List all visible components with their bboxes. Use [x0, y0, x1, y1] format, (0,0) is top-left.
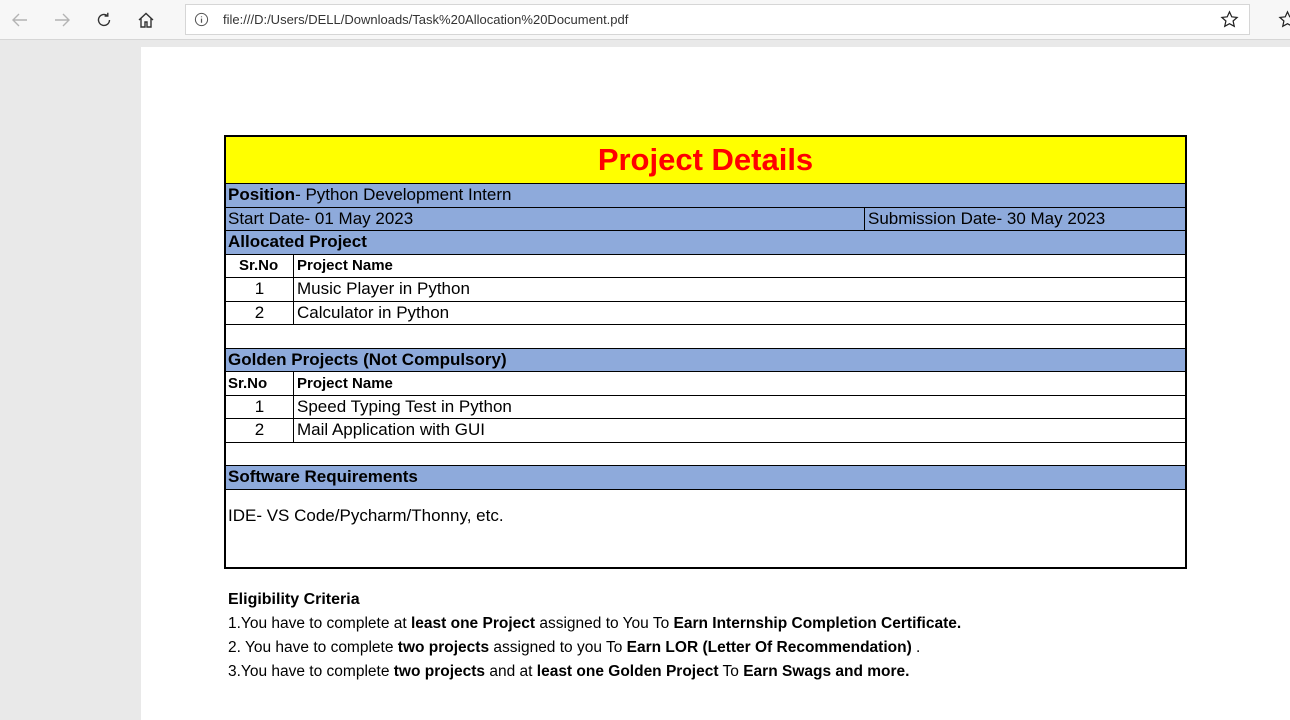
dates-row	[226, 208, 1185, 232]
text: assigned to you To	[489, 639, 627, 656]
text: 1.You have to complete at	[228, 615, 411, 632]
row-number: 2	[254, 302, 265, 322]
eligibility-line-2	[228, 636, 961, 660]
allocated-heading-row	[226, 231, 1185, 255]
favorites-icon[interactable]	[1278, 10, 1290, 29]
position-row	[226, 184, 1185, 208]
title-row	[226, 137, 1185, 184]
row-number: 1	[254, 279, 265, 299]
page-title: Project Details	[597, 142, 814, 177]
divider	[293, 278, 294, 301]
row-number: 2	[254, 420, 265, 440]
text: 3.You have to complete	[228, 663, 394, 680]
table-row	[226, 396, 1185, 420]
project-name: Mail Application with GUI	[297, 420, 486, 440]
refresh-icon	[95, 11, 113, 29]
home-icon	[137, 11, 155, 29]
url-text[interactable]: file:///D:/Users/DELL/Downloads/Task%20Allocation%20Document.pdf	[223, 12, 629, 27]
text: .	[911, 639, 921, 656]
golden-heading: Golden Projects (Not Compulsory)	[228, 349, 507, 369]
table-row	[226, 419, 1185, 443]
allocated-header-row	[226, 255, 1185, 279]
browser-toolbar	[0, 0, 1290, 40]
text: To	[718, 663, 744, 680]
emphasis: two projects	[397, 639, 490, 656]
position-value: - Python Development Intern	[295, 185, 512, 205]
forward-icon	[53, 11, 71, 29]
emphasis: Earn LOR (Letter Of Recommendation)	[626, 639, 912, 656]
software-heading-row	[226, 466, 1185, 490]
divider	[293, 255, 294, 278]
divider	[293, 396, 294, 419]
eligibility-line-1	[228, 612, 961, 636]
empty-row	[226, 443, 1185, 467]
empty-row	[226, 325, 1185, 349]
home-button[interactable]	[132, 6, 160, 34]
project-name: Calculator in Python	[297, 302, 450, 322]
emphasis: two projects	[393, 663, 486, 680]
project-name: Music Player in Python	[297, 279, 470, 299]
table-row	[226, 278, 1185, 302]
forward-button[interactable]	[48, 6, 76, 34]
divider	[293, 302, 294, 325]
emphasis: least one Project	[410, 615, 536, 632]
back-icon	[11, 11, 29, 29]
emphasis: least one Golden Project	[536, 663, 719, 680]
golden-heading-row	[226, 349, 1185, 373]
eligibility-section	[228, 588, 961, 684]
eligibility-line-3	[228, 660, 961, 684]
allocated-heading: Allocated Project	[228, 232, 367, 252]
position-cell	[228, 184, 511, 207]
text: and at	[485, 663, 537, 680]
project-details-table	[224, 135, 1187, 569]
divider	[293, 419, 294, 442]
table-row	[226, 302, 1185, 326]
address-bar[interactable]	[185, 4, 1250, 35]
golden-srno-header: Sr.No	[228, 374, 268, 392]
row-number: 1	[254, 396, 265, 416]
refresh-button[interactable]	[90, 6, 118, 34]
software-row	[226, 490, 1185, 567]
allocated-name-header: Project Name	[297, 257, 393, 275]
text: 2. You have to complete	[228, 639, 398, 656]
project-name: Speed Typing Test in Python	[297, 396, 512, 416]
back-button[interactable]	[6, 6, 34, 34]
golden-name-header: Project Name	[297, 374, 393, 392]
allocated-srno-header: Sr.No	[239, 257, 279, 275]
software-heading: Software Requirements	[228, 467, 418, 487]
emphasis: Earn Internship Completion Certificate.	[673, 615, 962, 632]
star-icon[interactable]	[1220, 10, 1239, 29]
divider	[293, 372, 294, 395]
emphasis: Earn Swags and more.	[743, 663, 910, 680]
divider	[864, 208, 865, 231]
submission-date: Submission Date- 30 May 2023	[868, 208, 1106, 228]
position-label: Position	[228, 185, 296, 205]
golden-header-row	[226, 372, 1185, 396]
eligibility-heading: Eligibility Criteria	[228, 591, 360, 608]
info-icon[interactable]	[194, 12, 209, 27]
software-text: IDE- VS Code/Pycharm/Thonny, etc.	[228, 505, 504, 525]
text: assigned to You To	[535, 615, 674, 632]
start-date: Start Date- 01 May 2023	[228, 208, 414, 228]
